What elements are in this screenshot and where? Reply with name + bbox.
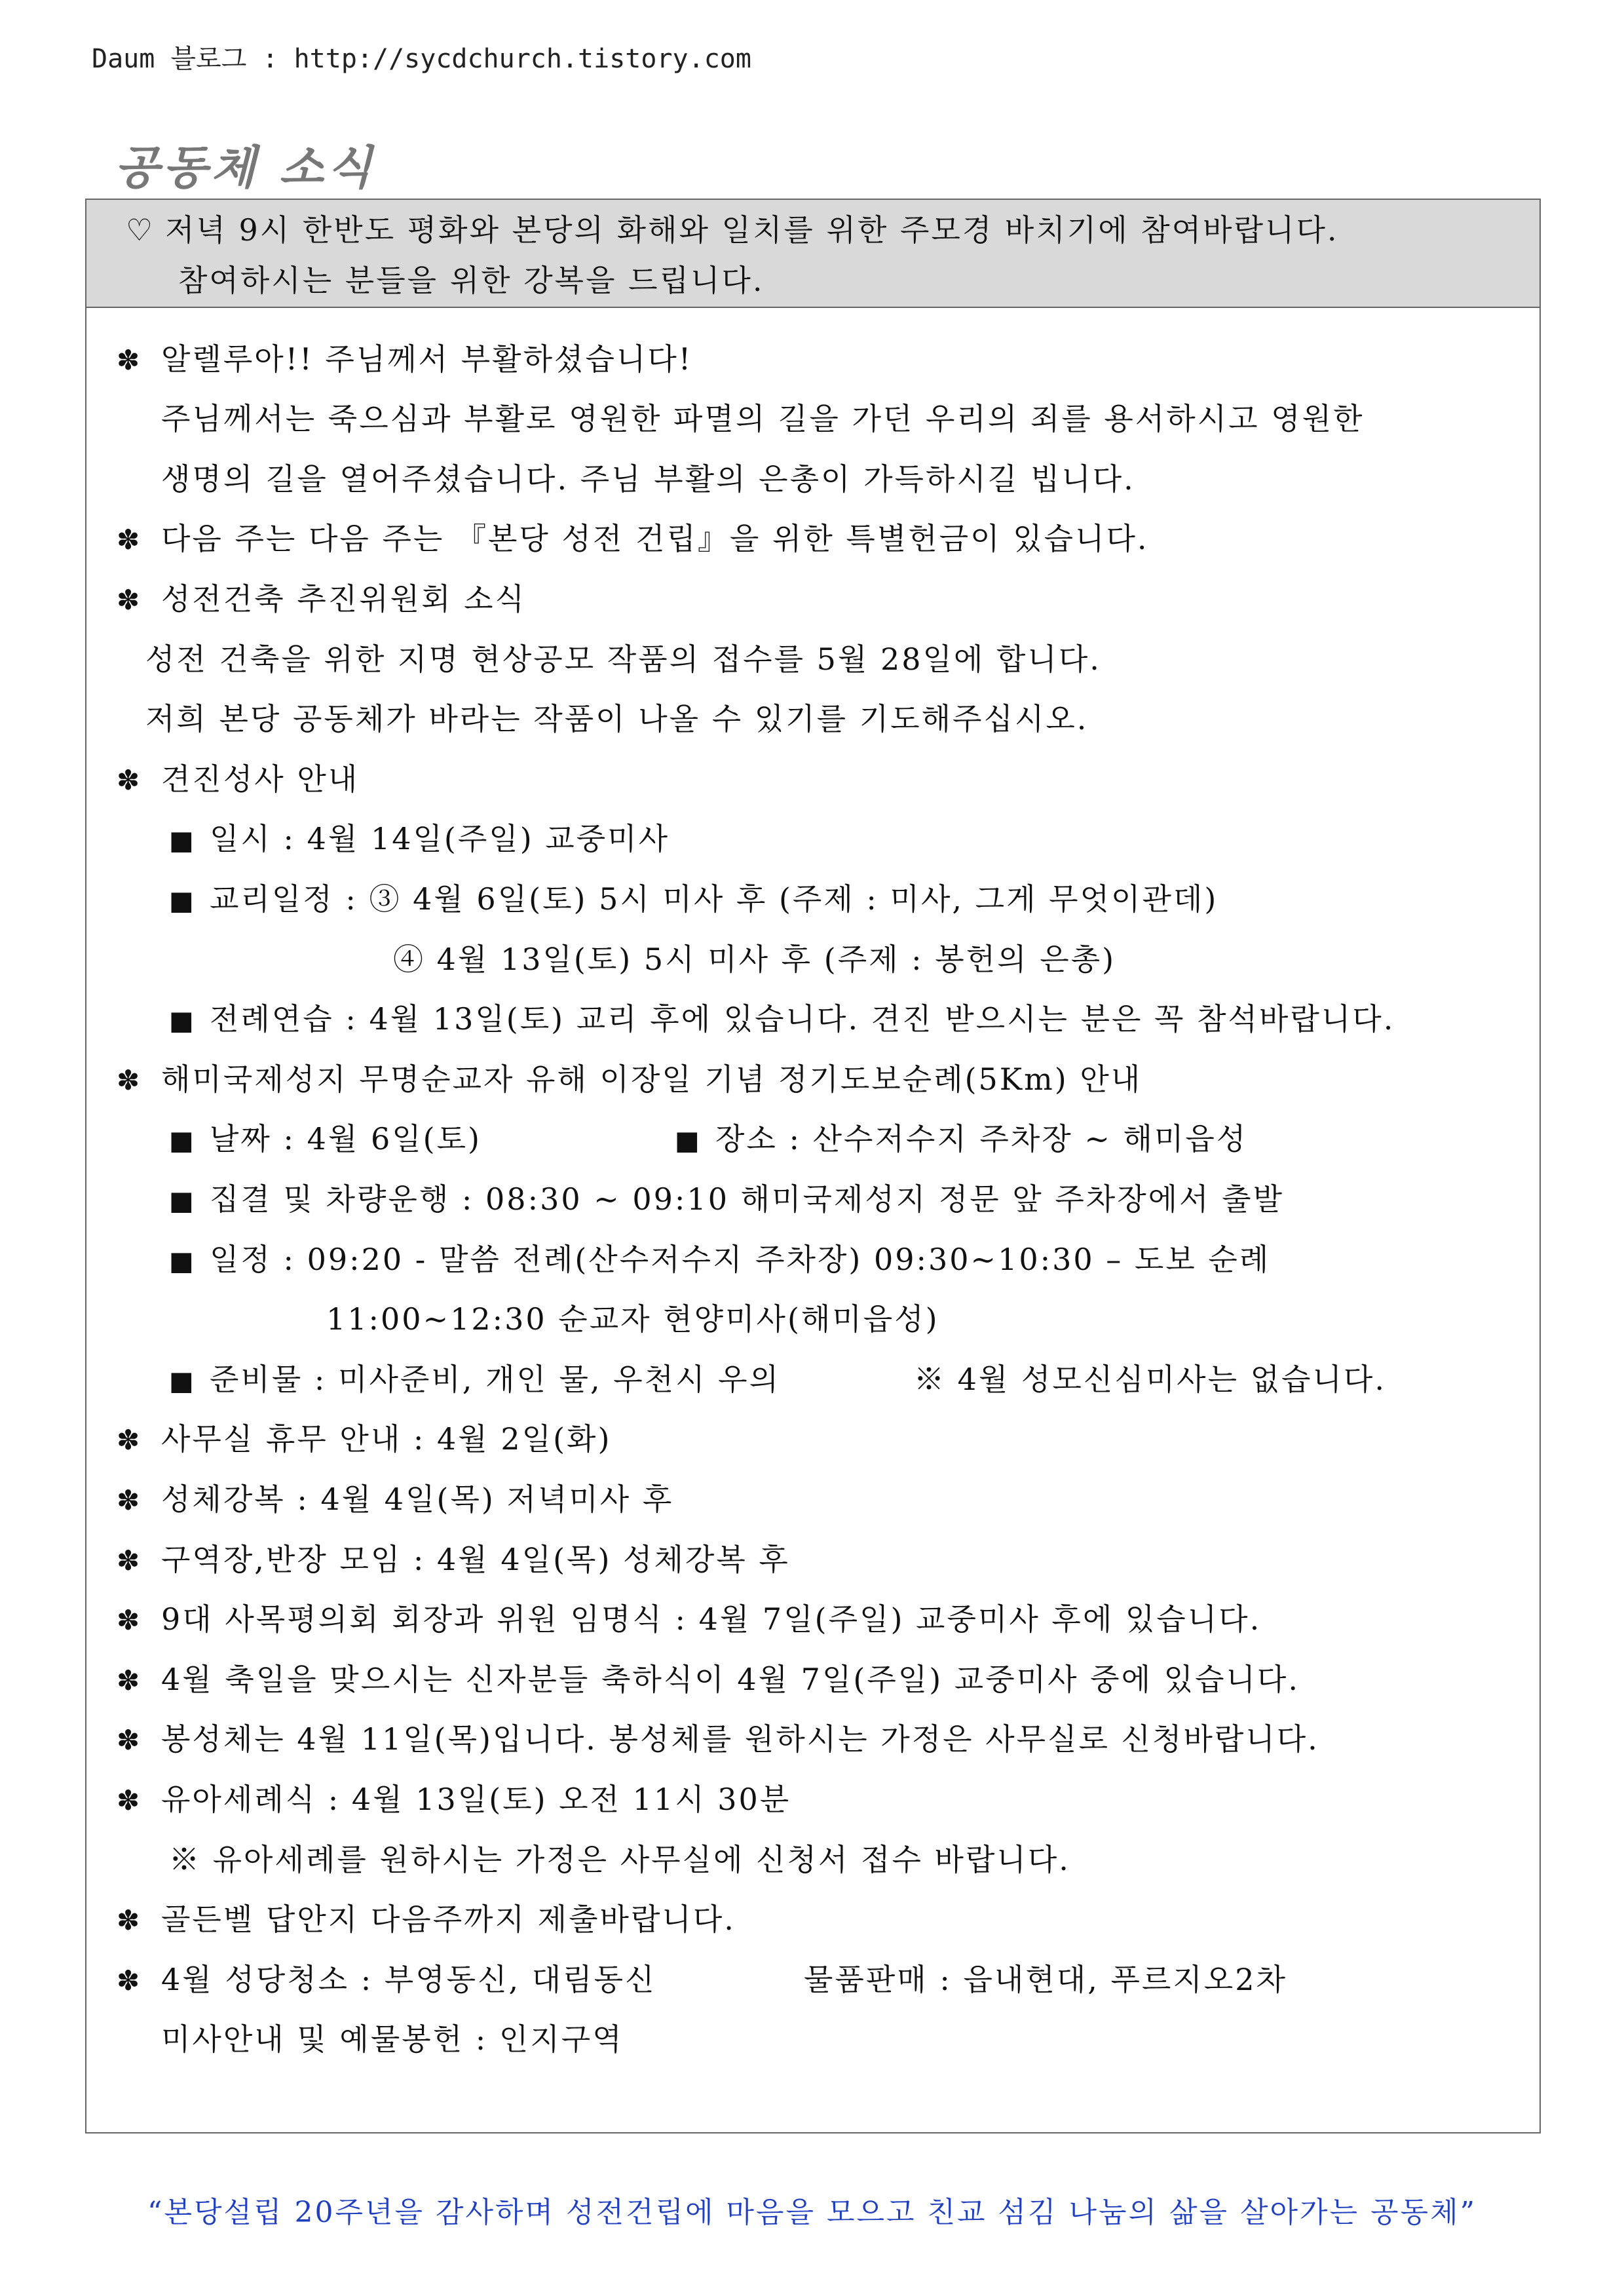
flower-bullet-icon: ✽ [117, 1424, 142, 1456]
list-item [117, 1960, 656, 2000]
item-text: 4월 축일을 맞으시는 신자분들 축하식이 4월 7일(주일) 교중미사 중에 있습니다. [161, 1662, 1300, 1697]
square-bullet-icon: ■ [169, 1366, 196, 1396]
banner-line-1: 저녁 9시 한반도 평화와 본당의 화해와 일치를 위한 주모경 바치기에 참여바랍니다. [165, 212, 1339, 248]
item-text: 골든벨 답안지 다음주까지 제출바랍니다. [161, 1902, 736, 1937]
flower-bullet-icon: ✽ [117, 1964, 142, 1997]
flower-bullet-icon: ✽ [117, 1784, 142, 1816]
flower-bullet-icon: ✽ [117, 524, 142, 556]
sub-item [169, 1360, 780, 1401]
item-text: 성전 건축을 위한 지명 현상공모 작품의 접수를 5월 28일에 합니다. [145, 641, 1101, 677]
item-text: ④ 4월 13일(토) 5시 미사 후 (주제 : 봉헌의 은총) [393, 942, 1116, 977]
square-bullet-icon: ■ [169, 1186, 196, 1216]
item-text: 저희 본당 공동체가 바라는 작품이 나올 수 있기를 기도해주십시오. [145, 701, 1089, 737]
flower-bullet-icon: ✽ [117, 584, 142, 616]
item-text: ※ 유아세례를 원하시는 가정은 사무실에 신청서 접수 바랍니다. [169, 1842, 1070, 1877]
item-text: 미사안내 및 예물봉헌 : 인지구역 [161, 2021, 624, 2057]
item-text: 알렐루아!! 주님께서 부활하셨습니다! [161, 341, 693, 377]
item-text: 주님께서는 죽으심과 부활로 영원한 파멸의 길을 가던 우리의 죄를 용서하시고 영원한 [161, 401, 1365, 436]
item-text: 봉성체는 4월 11일(목)입니다. 봉성체를 원하시는 가정은 사무실로 신청바랍니다. [161, 1721, 1319, 1757]
square-bullet-icon: ■ [675, 1126, 702, 1156]
item-text: 11:00~12:30 순교자 현양미사(해미읍성) [326, 1301, 939, 1337]
item-text: ※ 4월 성모신심미사는 없습니다. [914, 1362, 1386, 1397]
list-item [117, 1419, 611, 1460]
sub-item [169, 1179, 1284, 1221]
sub-item [169, 819, 670, 860]
item-text: 일시 : 4월 14일(주일) 교중미사 [210, 821, 670, 856]
item-text: 유아세례식 : 4월 13일(토) 오전 11시 30분 [161, 1782, 791, 1817]
flower-bullet-icon: ✽ [117, 764, 142, 796]
item-text: 성체강복 : 4월 4일(목) 저녁미사 후 [161, 1482, 674, 1517]
heart-icon: ♡ [126, 212, 155, 248]
item-text: 견진성사 안내 [161, 761, 360, 797]
list-item [117, 1480, 673, 1520]
square-bullet-icon: ■ [169, 826, 196, 856]
square-bullet-icon: ■ [169, 886, 196, 916]
flower-bullet-icon: ✽ [117, 1544, 142, 1577]
list-item [117, 1660, 1300, 1700]
item-text: 해미국제성지 무명순교자 유해 이장일 기념 정기도보순례(5Km) 안내 [161, 1062, 1142, 1097]
sub-item [169, 999, 1395, 1041]
item-text: 구역장,반장 모임 : 4월 4일(목) 성체강복 후 [161, 1542, 790, 1577]
blog-source: Daum 블로그 : http://sycdchurch.tistory.com [92, 44, 751, 74]
item-text: 성전건축 추진위원회 소식 [161, 581, 527, 617]
banner-line-2: 참여하시는 분들을 위한 강복을 드립니다. [178, 263, 765, 298]
item-text: 물품판매 : 읍내현대, 푸르지오2차 [804, 1962, 1287, 1997]
sub-item [169, 1119, 482, 1160]
list-item [117, 759, 359, 800]
list-item [117, 1780, 791, 1820]
item-text: 생명의 길을 열어주셨습니다. 주님 부활의 은총이 가득하시길 빕니다. [161, 461, 1135, 497]
item-text: 사무실 휴무 안내 : 4월 2일(화) [161, 1421, 612, 1457]
list-item [117, 339, 692, 380]
page-title: 공동체 소식 [115, 141, 376, 195]
sub-item [169, 1240, 1270, 1281]
sub-item [169, 879, 1218, 921]
item-text: 9대 사목평의회 회장과 위원 임명식 : 4월 7일(주일) 교중미사 후에 있습니다. [161, 1601, 1262, 1637]
sub-item [675, 1119, 1247, 1160]
item-text: 준비물 : 미사준비, 개인 물, 우천시 우의 [210, 1362, 781, 1397]
list-item [117, 1599, 1261, 1640]
square-bullet-icon: ■ [169, 1006, 196, 1036]
flower-bullet-icon: ✽ [117, 1904, 142, 1936]
flower-bullet-icon: ✽ [117, 1064, 142, 1096]
list-item [117, 519, 1149, 560]
square-bullet-icon: ■ [169, 1126, 196, 1156]
list-item [117, 1540, 790, 1580]
item-text: 집결 및 차량운행 : 08:30 ~ 09:10 해미국제성지 정문 앞 주차장에서 출발 [210, 1181, 1285, 1217]
list-item [117, 1900, 736, 1940]
rosary-banner [86, 200, 1539, 308]
list-item [117, 1719, 1319, 1760]
flower-bullet-icon: ✽ [117, 1724, 142, 1756]
item-text: 전례연습 : 4월 13일(토) 교리 후에 있습니다. 견진 받으시는 분은 꼭 참석바랍니다. [210, 1001, 1395, 1037]
item-text: 날짜 : 4월 6일(토) [210, 1121, 482, 1157]
item-text: 다음 주는 다음 주는 『본당 성전 건립』을 위한 특별헌금이 있습니다. [161, 521, 1149, 556]
flower-bullet-icon: ✽ [117, 1484, 142, 1516]
item-text: 장소 : 산수저수지 주차장 ~ 해미읍성 [715, 1121, 1248, 1157]
item-text: 일정 : 09:20 - 말씀 전례(산수저수지 주차장) 09:30~10:30 – 도보 순례 [210, 1242, 1271, 1277]
flower-bullet-icon: ✽ [117, 1664, 142, 1696]
square-bullet-icon: ■ [169, 1246, 196, 1276]
flower-bullet-icon: ✽ [117, 344, 142, 376]
item-text: 4월 성당청소 : 부영동신, 대림동신 [161, 1962, 656, 1997]
list-item [117, 1060, 1142, 1100]
parish-motto: “본당설립 20주년을 감사하며 성전건립에 마음을 모으고 친교 섬김 나눔의 삶을 살아가는 공동체” [147, 2196, 1477, 2229]
item-text: 교리일정 : ③ 4월 6일(토) 5시 미사 후 (주제 : 미사, 그게 무엇이관데) [210, 881, 1218, 917]
flower-bullet-icon: ✽ [117, 1604, 142, 1636]
list-item [117, 579, 526, 620]
